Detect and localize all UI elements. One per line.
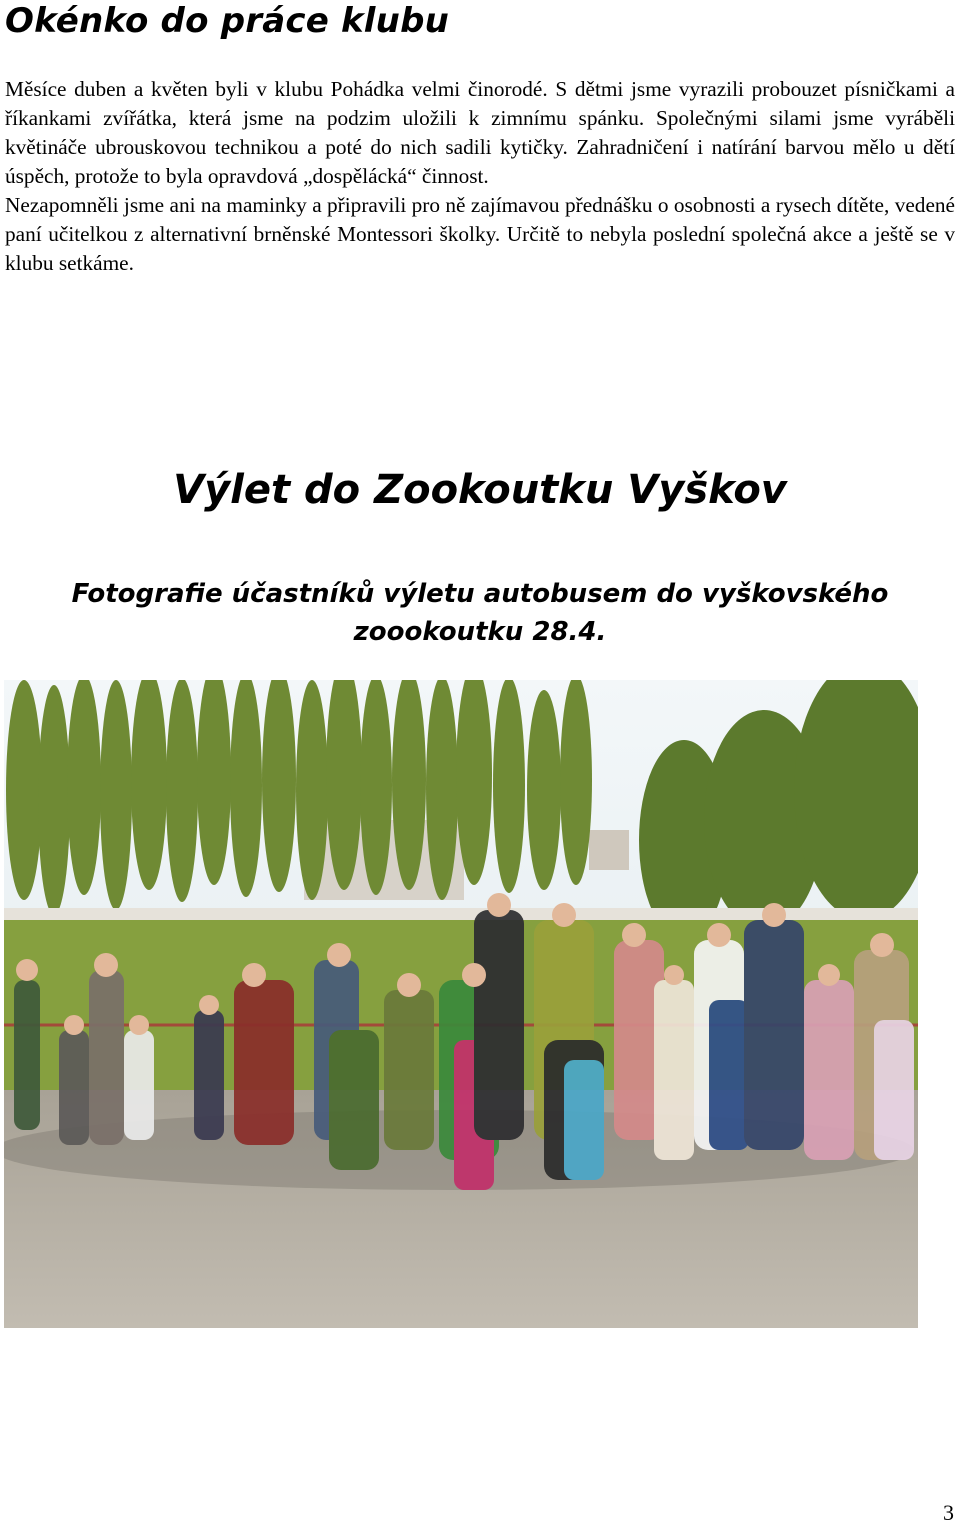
- trip-heading: Výlet do Zookoutku Vyškov: [173, 467, 787, 513]
- photo-caption: Fotografie účastníků výletu autobusem do vyškovského zoookoutku 28.4.: [71, 579, 889, 647]
- section-heading-club: Okénko do práce klubu: [5, 1, 450, 41]
- club-article-text: [5, 75, 955, 278]
- page-number: 3: [943, 1500, 954, 1525]
- group-photo-icon: [4, 680, 918, 1328]
- club-paragraph-2: Nezapomněli jsme ani na maminky a připravili pro ně zajímavou přednášku o osobnosti a rysech dítěte, vedené paní učitelkou z alternativní brněnské Montessori školky. Určitě to nebyla poslední společná akce a ještě se v klubu setkáme.: [5, 193, 955, 275]
- club-paragraph-1: Měsíce duben a květen byli v klubu Pohádka velmi činorodé. S dětmi jsme vyrazili probouzet písničkami a říkankami zvířátka, která jsme na podzim uložili k zimnímu spánku. Společnými silami jsme vyráběli květináče ubrouskovou technikou a poté do nich sadili kytičky. Zahradničení i natírání barvou mělo u dětí úspěch, protože to byla opravdová „dospělácká“ činnost.: [5, 77, 955, 188]
